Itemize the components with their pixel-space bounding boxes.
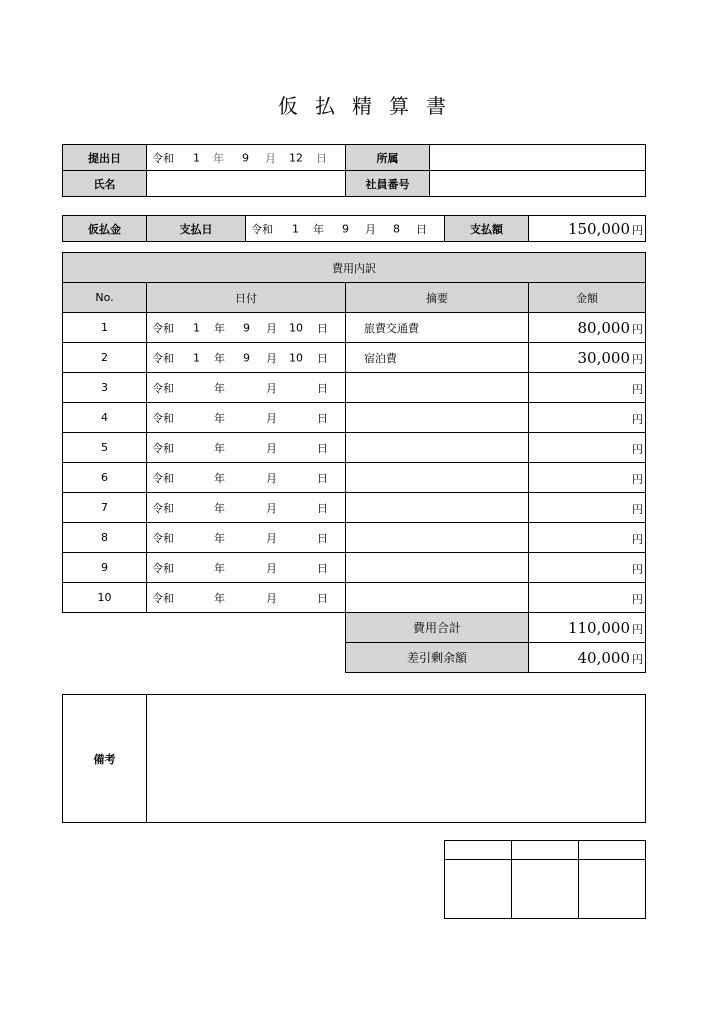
total-yen: 円: [632, 622, 643, 636]
row-description[interactable]: [346, 523, 529, 553]
balance-label: 差引剰余額: [346, 643, 529, 673]
expense-row: [63, 433, 646, 463]
col-date-header: 日付: [147, 283, 346, 313]
pay-day-unit: 日: [416, 222, 427, 236]
row-year: 1: [193, 321, 200, 334]
row-amount-field[interactable]: [529, 433, 646, 463]
approval-stamp-table: [444, 840, 646, 919]
pay-year-unit: 年: [313, 222, 324, 236]
balance-field: [529, 643, 646, 673]
expense-row: [63, 313, 646, 343]
row-amount-field[interactable]: [529, 313, 646, 343]
row-description[interactable]: [346, 403, 529, 433]
total-field: [529, 613, 646, 643]
pay-amount-field[interactable]: [529, 216, 646, 242]
row-month-unit: 月: [266, 501, 277, 515]
row-era: 令和: [152, 441, 174, 455]
remarks-label: 備考: [63, 695, 147, 823]
row-amount-yen: 円: [632, 562, 643, 576]
row-amount-field[interactable]: [529, 463, 646, 493]
row-day-unit: 日: [317, 591, 328, 605]
row-amount-yen: 円: [632, 472, 643, 486]
expense-row: [63, 553, 646, 583]
row-amount-yen: 円: [632, 322, 643, 336]
name-label: 氏名: [63, 171, 147, 197]
stamp-header-1: [445, 841, 512, 860]
row-month-unit: 月: [266, 471, 277, 485]
row-era: 令和: [152, 501, 174, 515]
row-month-unit: 月: [266, 591, 277, 605]
submit-date-label: 提出日: [63, 145, 147, 171]
remarks-table: [62, 694, 646, 823]
row-month-unit: 月: [266, 411, 277, 425]
submit-year-unit: 年: [213, 151, 224, 165]
row-year-unit: 年: [214, 561, 225, 575]
row-amount-yen: 円: [632, 592, 643, 606]
row-no: 1: [63, 313, 147, 343]
row-era: 令和: [152, 411, 174, 425]
pay-era: 令和: [251, 222, 273, 236]
col-amount-header: 金額: [529, 283, 646, 313]
row-no: 5: [63, 433, 147, 463]
row-month-unit: 月: [266, 321, 277, 335]
remarks-field[interactable]: [147, 695, 646, 823]
pay-date-field[interactable]: [246, 216, 445, 242]
row-day-unit: 日: [317, 561, 328, 575]
document-title: 仮払精算書: [278, 94, 463, 118]
row-day-unit: 日: [317, 351, 328, 365]
row-amount-yen: 円: [632, 442, 643, 456]
col-desc-header: 摘要: [346, 283, 529, 313]
row-date-field[interactable]: [147, 403, 346, 433]
balance-value: 40,000: [577, 648, 630, 667]
advance-label: 仮払金: [63, 216, 147, 242]
header-table: [62, 144, 646, 197]
row-description[interactable]: 宿泊費: [346, 343, 529, 373]
row-year-unit: 年: [214, 471, 225, 485]
row-description[interactable]: [346, 373, 529, 403]
row-no: 6: [63, 463, 147, 493]
row-month-unit: 月: [266, 441, 277, 455]
row-month-unit: 月: [266, 531, 277, 545]
expense-row: [63, 523, 646, 553]
row-era: 令和: [152, 561, 174, 575]
row-amount-value: 30,000: [577, 348, 630, 367]
row-no: 9: [63, 553, 147, 583]
submit-day: 12: [289, 151, 303, 164]
expense-row: [63, 373, 646, 403]
expense-row: [63, 403, 646, 433]
advance-table: [62, 215, 646, 242]
stamp-box-2[interactable]: [512, 860, 579, 919]
row-era: 令和: [152, 351, 174, 365]
row-year-unit: 年: [214, 411, 225, 425]
row-era: 令和: [152, 471, 174, 485]
row-day-unit: 日: [317, 441, 328, 455]
row-no: 4: [63, 403, 147, 433]
row-year-unit: 年: [214, 381, 225, 395]
row-date-field[interactable]: [147, 493, 346, 523]
expense-row: [63, 583, 646, 613]
row-month-unit: 月: [266, 351, 277, 365]
dept-label: 所属: [346, 145, 430, 171]
row-description[interactable]: [346, 583, 529, 613]
submit-month: 9: [242, 151, 249, 164]
row-description[interactable]: [346, 463, 529, 493]
row-day: 10: [289, 351, 303, 364]
pay-day: 8: [393, 222, 400, 235]
pay-month-unit: 月: [365, 222, 376, 236]
submit-year: 1: [193, 151, 200, 164]
row-date-field[interactable]: [147, 433, 346, 463]
row-year-unit: 年: [214, 351, 225, 365]
stamp-header-2: [512, 841, 579, 860]
row-amount-field[interactable]: [529, 493, 646, 523]
stamp-box-3[interactable]: [579, 860, 646, 919]
row-amount-value: 80,000: [577, 318, 630, 337]
row-month-unit: 月: [266, 561, 277, 575]
row-day-unit: 日: [317, 531, 328, 545]
expense-row: [63, 463, 646, 493]
row-no: 8: [63, 523, 147, 553]
row-description[interactable]: 旅費交通費: [346, 313, 529, 343]
row-era: 令和: [152, 591, 174, 605]
name-field[interactable]: [147, 171, 346, 197]
row-description[interactable]: [346, 553, 529, 583]
row-amount-field[interactable]: [529, 373, 646, 403]
col-no-header: No.: [63, 283, 147, 313]
row-year-unit: 年: [214, 441, 225, 455]
total-label: 費用合計: [346, 613, 529, 643]
pay-amount-yen: 円: [632, 223, 643, 237]
row-year-unit: 年: [214, 321, 225, 335]
row-day: 10: [289, 321, 303, 334]
stamp-box-1[interactable]: [445, 860, 512, 919]
row-no: 10: [63, 583, 147, 613]
row-description[interactable]: [346, 433, 529, 463]
row-date-field[interactable]: [147, 523, 346, 553]
submit-date-field[interactable]: [147, 145, 346, 171]
row-amount-yen: 円: [632, 412, 643, 426]
row-month: 9: [243, 351, 250, 364]
row-day-unit: 日: [317, 321, 328, 335]
expense-row: [63, 343, 646, 373]
row-amount-field[interactable]: [529, 553, 646, 583]
expense-row: [63, 493, 646, 523]
pay-year: 1: [292, 222, 299, 235]
expense-rows: [63, 313, 646, 613]
submit-day-unit: 日: [316, 151, 327, 165]
row-date-field[interactable]: [147, 313, 346, 343]
totals-table: [345, 612, 646, 673]
row-year-unit: 年: [214, 531, 225, 545]
row-description[interactable]: [346, 493, 529, 523]
row-era: 令和: [152, 531, 174, 545]
expense-section-title: 費用内訳: [63, 253, 646, 283]
row-day-unit: 日: [317, 501, 328, 515]
row-day-unit: 日: [317, 411, 328, 425]
row-amount-field[interactable]: [529, 403, 646, 433]
submit-era: 令和: [152, 151, 174, 165]
row-date-field[interactable]: [147, 553, 346, 583]
submit-month-unit: 月: [265, 151, 276, 165]
dept-field[interactable]: [430, 145, 646, 171]
row-amount-field[interactable]: [529, 523, 646, 553]
total-value: 110,000: [567, 618, 630, 637]
row-date-field[interactable]: [147, 373, 346, 403]
employee-number-field[interactable]: [430, 171, 646, 197]
row-year: 1: [193, 351, 200, 364]
pay-amount-value: 150,000: [567, 219, 630, 238]
row-no: 7: [63, 493, 147, 523]
row-month-unit: 月: [266, 381, 277, 395]
stamp-header-3: [579, 841, 646, 860]
row-amount-yen: 円: [632, 352, 643, 366]
row-day-unit: 日: [317, 381, 328, 395]
row-no: 2: [63, 343, 147, 373]
row-day-unit: 日: [317, 471, 328, 485]
row-month: 9: [243, 321, 250, 334]
row-date-field[interactable]: [147, 583, 346, 613]
row-amount-field[interactable]: [529, 583, 646, 613]
pay-date-label: 支払日: [147, 216, 246, 242]
pay-amount-label: 支払額: [445, 216, 529, 242]
row-date-field[interactable]: [147, 463, 346, 493]
row-no: 3: [63, 373, 147, 403]
balance-yen: 円: [632, 652, 643, 666]
expense-table: [62, 252, 646, 613]
row-amount-field[interactable]: [529, 343, 646, 373]
row-year-unit: 年: [214, 591, 225, 605]
row-year-unit: 年: [214, 501, 225, 515]
row-era: 令和: [152, 381, 174, 395]
row-date-field[interactable]: [147, 343, 346, 373]
row-amount-yen: 円: [632, 382, 643, 396]
employee-number-label: 社員番号: [346, 171, 430, 197]
row-amount-yen: 円: [632, 532, 643, 546]
row-amount-yen: 円: [632, 502, 643, 516]
row-era: 令和: [152, 321, 174, 335]
pay-month: 9: [342, 222, 349, 235]
